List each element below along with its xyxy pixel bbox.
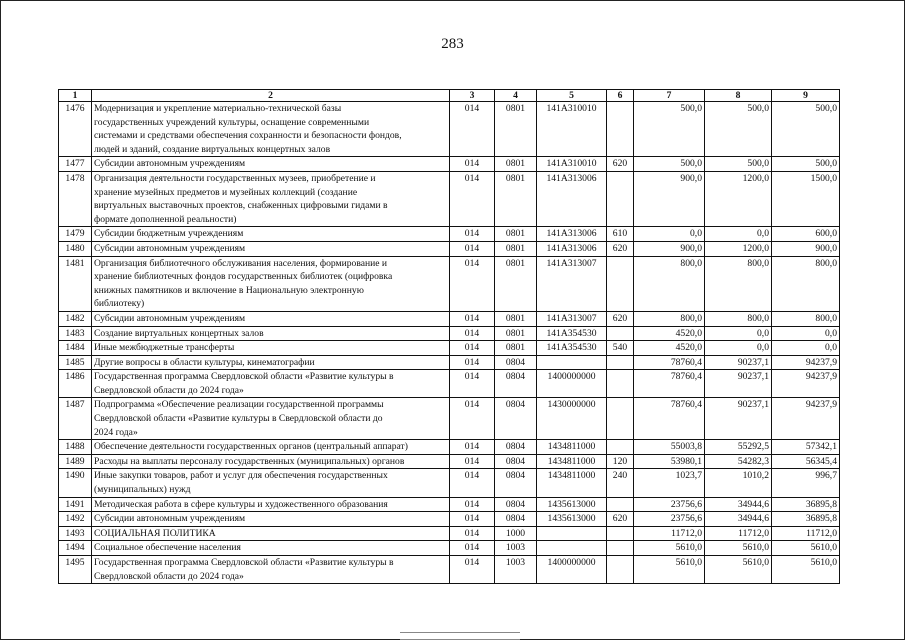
amount-year1-cell: 53980,1 [634,454,705,469]
amount-year3-cell: 36895,8 [772,497,840,512]
ministry-code-cell: 014 [450,102,495,157]
ministry-code-cell: 014 [450,497,495,512]
amount-year1-cell: 55003,8 [634,440,705,455]
amount-year3-cell: 36895,8 [772,512,840,527]
amount-year3-cell: 996,7 [772,469,840,497]
target-article-cell: 141A354530 [537,326,607,341]
item-name-line: Государственная программа Свердловской области «Развитие культуры в [94,371,394,383]
header-cell: 3 [450,90,495,102]
table-row [59,440,840,455]
amount-year3-cell: 900,0 [772,241,840,256]
amount-year2-cell: 55292,5 [705,440,772,455]
item-name-line: Субсидии автономным учреждениям [94,158,246,170]
item-name-line: Свердловской области до 2024 года» [94,384,244,396]
amount-year2-cell: 0,0 [705,326,772,341]
table-row [59,157,840,172]
row-number-cell: 1485 [59,355,92,370]
expense-type-cell: 240 [607,469,634,497]
target-article-cell: 141A310010 [537,157,607,172]
item-name-line: Организация деятельности государственных музеев, приобретение и [94,172,376,184]
item-name-line: хранение библиотечных фондов государственных библиотек (оцифровка [94,271,393,283]
amount-year1-cell: 500,0 [634,157,705,172]
table-row [59,454,840,469]
table-row [59,497,840,512]
item-name-line: Субсидии автономным учреждениям [94,312,246,324]
row-number-cell: 1477 [59,157,92,172]
amount-year3-cell: 1500,0 [772,171,840,226]
ministry-code-cell: 014 [450,341,495,356]
ministry-code-cell: 014 [450,227,495,242]
expense-type-cell: 610 [607,227,634,242]
expense-type-cell [607,556,634,584]
item-name-cell [92,355,450,370]
section-code-cell: 0804 [495,497,537,512]
amount-year3-cell: 5610,0 [772,556,840,584]
amount-year2-cell: 0,0 [705,341,772,356]
amount-year2-cell: 5610,0 [705,556,772,584]
row-number-cell: 1484 [59,341,92,356]
table-row [59,171,840,226]
section-code-cell: 0804 [495,398,537,440]
amount-year3-cell: 0,0 [772,341,840,356]
amount-year1-cell: 5610,0 [634,541,705,556]
amount-year3-cell: 0,0 [772,326,840,341]
table-row [59,355,840,370]
amount-year1-cell: 4520,0 [634,326,705,341]
item-name-line: Расходы на выплаты персоналу государственных (муниципальных) органов [94,455,405,467]
target-article-cell [537,541,607,556]
expense-type-cell [607,171,634,226]
item-name-line: Государственная программа Свердловской области «Развитие культуры в [94,557,394,568]
section-code-cell: 0801 [495,256,537,311]
amount-year2-cell: 34944,6 [705,497,772,512]
page-number: 283 [441,36,464,52]
table-row [59,398,840,440]
target-article-cell: 1430000000 [537,398,607,440]
table-row [59,526,840,541]
row-number-cell: 1479 [59,227,92,242]
item-name-cell [92,454,450,469]
amount-year3-cell: 94237,9 [772,370,840,398]
header-cell: 5 [537,90,607,102]
ministry-code-cell: 014 [450,326,495,341]
amount-year1-cell: 11712,0 [634,526,705,541]
row-number-cell: 1483 [59,326,92,341]
ministry-code-cell: 014 [450,541,495,556]
header-row [59,90,840,102]
item-name-line: 2024 года» [94,426,138,438]
expense-type-cell: 620 [607,241,634,256]
section-code-cell: 0804 [495,440,537,455]
item-name-line: Методическая работа в сфере культуры и художественного образования [94,498,388,510]
item-name-line: Субсидии бюджетным учреждениям [94,228,244,240]
item-name-line: Социальное обеспечение населения [94,542,241,554]
item-name-cell [92,326,450,341]
item-name-cell [92,241,450,256]
item-name-line: людей и зданий, создание виртуальных концертных залов [94,143,331,155]
amount-year1-cell: 4520,0 [634,341,705,356]
amount-year3-cell: 800,0 [772,311,840,326]
amount-year1-cell: 23756,6 [634,497,705,512]
row-number-cell: 1493 [59,526,92,541]
amount-year2-cell: 0,0 [705,227,772,242]
ministry-code-cell: 014 [450,311,495,326]
section-code-cell: 0804 [495,355,537,370]
ministry-code-cell: 014 [450,469,495,497]
ministry-code-cell: 014 [450,256,495,311]
amount-year3-cell: 57342,1 [772,440,840,455]
table-body [59,102,840,584]
expense-type-cell: 620 [607,512,634,527]
target-article-cell: 1435613000 [537,512,607,527]
amount-year1-cell: 1023,7 [634,469,705,497]
table-row [59,311,840,326]
amount-year3-cell: 600,0 [772,227,840,242]
expense-type-cell: 120 [607,454,634,469]
section-code-cell: 0801 [495,157,537,172]
ministry-code-cell: 014 [450,355,495,370]
table-row [59,326,840,341]
row-number-cell: 1480 [59,241,92,256]
target-article-cell: 1400000000 [537,370,607,398]
amount-year1-cell: 800,0 [634,311,705,326]
table-row [59,102,840,157]
expense-type-cell: 620 [607,157,634,172]
row-number-cell: 1481 [59,256,92,311]
amount-year2-cell: 500,0 [705,102,772,157]
target-article-cell [537,526,607,541]
amount-year3-cell: 500,0 [772,157,840,172]
target-article-cell: 141A313006 [537,171,607,226]
table-row [59,469,840,497]
header-cell: 4 [495,90,537,102]
row-number-cell: 1482 [59,311,92,326]
budget-table [58,89,840,584]
row-number-cell: 1476 [59,102,92,157]
row-number-cell: 1486 [59,370,92,398]
item-name-cell [92,227,450,242]
ministry-code-cell: 014 [450,171,495,226]
amount-year2-cell: 1200,0 [705,241,772,256]
item-name-line: Организация библиотечного обслуживания населения, формирование и [94,257,388,269]
item-name-line: Создание виртуальных концертных залов [94,327,264,339]
item-name-cell [92,171,450,226]
table-row [59,512,840,527]
item-name-cell [92,341,450,356]
table-row [59,241,840,256]
amount-year3-cell: 5610,0 [772,541,840,556]
expense-type-cell [607,440,634,455]
expense-type-cell [607,102,634,157]
target-article-cell: 1435613000 [537,497,607,512]
item-name-cell [92,497,450,512]
ministry-code-cell: 014 [450,454,495,469]
expense-type-cell [607,370,634,398]
amount-year1-cell: 78760,4 [634,355,705,370]
section-code-cell: 0801 [495,341,537,356]
amount-year1-cell: 5610,0 [634,556,705,584]
amount-year1-cell: 900,0 [634,171,705,226]
amount-year2-cell: 90237,1 [705,398,772,440]
target-article-cell [537,355,607,370]
amount-year2-cell: 5610,0 [705,541,772,556]
item-name-line: системами и средствами обеспечения сохранности и безопасности фондов, [94,130,402,142]
section-code-cell: 0801 [495,241,537,256]
item-name-cell [92,311,450,326]
amount-year2-cell: 90237,1 [705,370,772,398]
row-number-cell: 1495 [59,556,92,584]
amount-year2-cell: 54282,3 [705,454,772,469]
target-article-cell: 1434811000 [537,440,607,455]
item-name-line: СОЦИАЛЬНАЯ ПОЛИТИКА [94,527,216,539]
row-number-cell: 1489 [59,454,92,469]
amount-year2-cell: 34944,6 [705,512,772,527]
item-name-cell [92,541,450,556]
table-row [59,227,840,242]
item-name-line: Свердловской области до 2024 года» [94,570,244,582]
amount-year1-cell: 78760,4 [634,370,705,398]
target-article-cell: 1400000000 [537,556,607,584]
item-name-line: хранение музейных предметов и музейных коллекций (создание [94,186,358,198]
item-name-line: библиотеку) [94,298,145,310]
amount-year3-cell: 94237,9 [772,398,840,440]
item-name-cell [92,469,450,497]
item-name-line: Иные межбюджетные трансферты [94,342,235,354]
section-code-cell: 0801 [495,171,537,226]
row-number-cell: 1492 [59,512,92,527]
row-number-cell: 1488 [59,440,92,455]
ministry-code-cell: 014 [450,157,495,172]
ministry-code-cell: 014 [450,398,495,440]
row-number-cell: 1490 [59,469,92,497]
expense-type-cell [607,256,634,311]
ministry-code-cell: 014 [450,241,495,256]
section-code-cell: 0801 [495,326,537,341]
table-row [59,556,840,584]
expense-type-cell [607,398,634,440]
target-article-cell: 141A313007 [537,311,607,326]
row-number-cell: 1478 [59,171,92,226]
section-code-cell: 0804 [495,512,537,527]
amount-year1-cell: 900,0 [634,241,705,256]
target-article-cell: 141A310010 [537,102,607,157]
header-cell: 8 [705,90,772,102]
expense-type-cell [607,326,634,341]
amount-year1-cell: 500,0 [634,102,705,157]
item-name-cell [92,556,450,584]
row-number-cell: 1494 [59,541,92,556]
table-row [59,341,840,356]
item-name-line: (муниципальных) нужд [94,484,191,496]
section-code-cell: 0801 [495,102,537,157]
amount-year3-cell: 56345,4 [772,454,840,469]
item-name-cell [92,440,450,455]
amount-year1-cell: 78760,4 [634,398,705,440]
item-name-cell [92,370,450,398]
section-code-cell: 1000 [495,526,537,541]
expense-type-cell: 540 [607,341,634,356]
table-row [59,541,840,556]
ministry-code-cell: 014 [450,440,495,455]
target-article-cell: 141A313006 [537,227,607,242]
header-cell: 1 [59,90,92,102]
item-name-line: книжных памятников и включение в Национальную электронную [94,284,364,296]
item-name-cell [92,512,450,527]
expense-type-cell [607,497,634,512]
amount-year2-cell: 1010,2 [705,469,772,497]
row-number-cell: 1487 [59,398,92,440]
amount-year3-cell: 94237,9 [772,355,840,370]
item-name-cell [92,256,450,311]
target-article-cell: 1434811000 [537,469,607,497]
header-cell: 2 [92,90,450,102]
amount-year2-cell: 500,0 [705,157,772,172]
expense-type-cell [607,355,634,370]
amount-year1-cell: 0,0 [634,227,705,242]
section-code-cell: 0804 [495,469,537,497]
section-code-cell: 1003 [495,541,537,556]
section-code-cell: 1003 [495,556,537,584]
section-code-cell: 0801 [495,311,537,326]
expense-type-cell [607,526,634,541]
item-name-line: Обеспечение деятельности государственных органов (центральный аппарат) [94,441,408,453]
item-name-cell [92,526,450,541]
amount-year2-cell: 1200,0 [705,171,772,226]
expense-type-cell [607,541,634,556]
amount-year1-cell: 800,0 [634,256,705,311]
amount-year2-cell: 800,0 [705,256,772,311]
item-name-line: Подпрограмма «Обеспечение реализации государственной программы [94,399,384,411]
item-name-line: Субсидии автономным учреждениям [94,242,246,254]
expense-type-cell: 620 [607,311,634,326]
row-number-cell: 1491 [59,497,92,512]
amount-year3-cell: 11712,0 [772,526,840,541]
table-row [59,370,840,398]
section-code-cell: 0804 [495,370,537,398]
section-code-cell: 0801 [495,227,537,242]
item-name-line: государственных учреждений культуры, оснащение современными [94,116,370,128]
amount-year1-cell: 23756,6 [634,512,705,527]
target-article-cell: 141A354530 [537,341,607,356]
header-cell: 6 [607,90,634,102]
item-name-line: Другие вопросы в области культуры, кинематографии [94,356,315,368]
amount-year2-cell: 11712,0 [705,526,772,541]
item-name-cell [92,398,450,440]
target-article-cell: 141A313006 [537,241,607,256]
item-name-cell [92,157,450,172]
item-name-line: Субсидии автономным учреждениям [94,513,246,525]
amount-year2-cell: 90237,1 [705,355,772,370]
target-article-cell: 1434811000 [537,454,607,469]
section-code-cell: 0804 [495,454,537,469]
amount-year2-cell: 800,0 [705,311,772,326]
item-name-line: формате дополненной реальности) [94,213,237,225]
amount-year3-cell: 500,0 [772,102,840,157]
target-article-cell: 141A313007 [537,256,607,311]
header-cell: 7 [634,90,705,102]
ministry-code-cell: 014 [450,526,495,541]
item-name-line: Модернизация и укрепление материально-технической базы [94,103,342,114]
item-name-line: виртуальных выставочных проектов, снабженных цифровыми гидами в [94,200,388,212]
item-name-line: Иные закупки товаров, работ и услуг для обеспечения государственных [94,470,388,482]
item-name-line: Свердловской области «Развитие культуры в Свердловской области до [94,413,383,425]
header-cell: 9 [772,90,840,102]
amount-year3-cell: 800,0 [772,256,840,311]
ministry-code-cell: 014 [450,512,495,527]
table-row [59,256,840,311]
ministry-code-cell: 014 [450,370,495,398]
item-name-cell [92,102,450,157]
ministry-code-cell: 014 [450,556,495,584]
scan-edge-lines [400,632,520,640]
